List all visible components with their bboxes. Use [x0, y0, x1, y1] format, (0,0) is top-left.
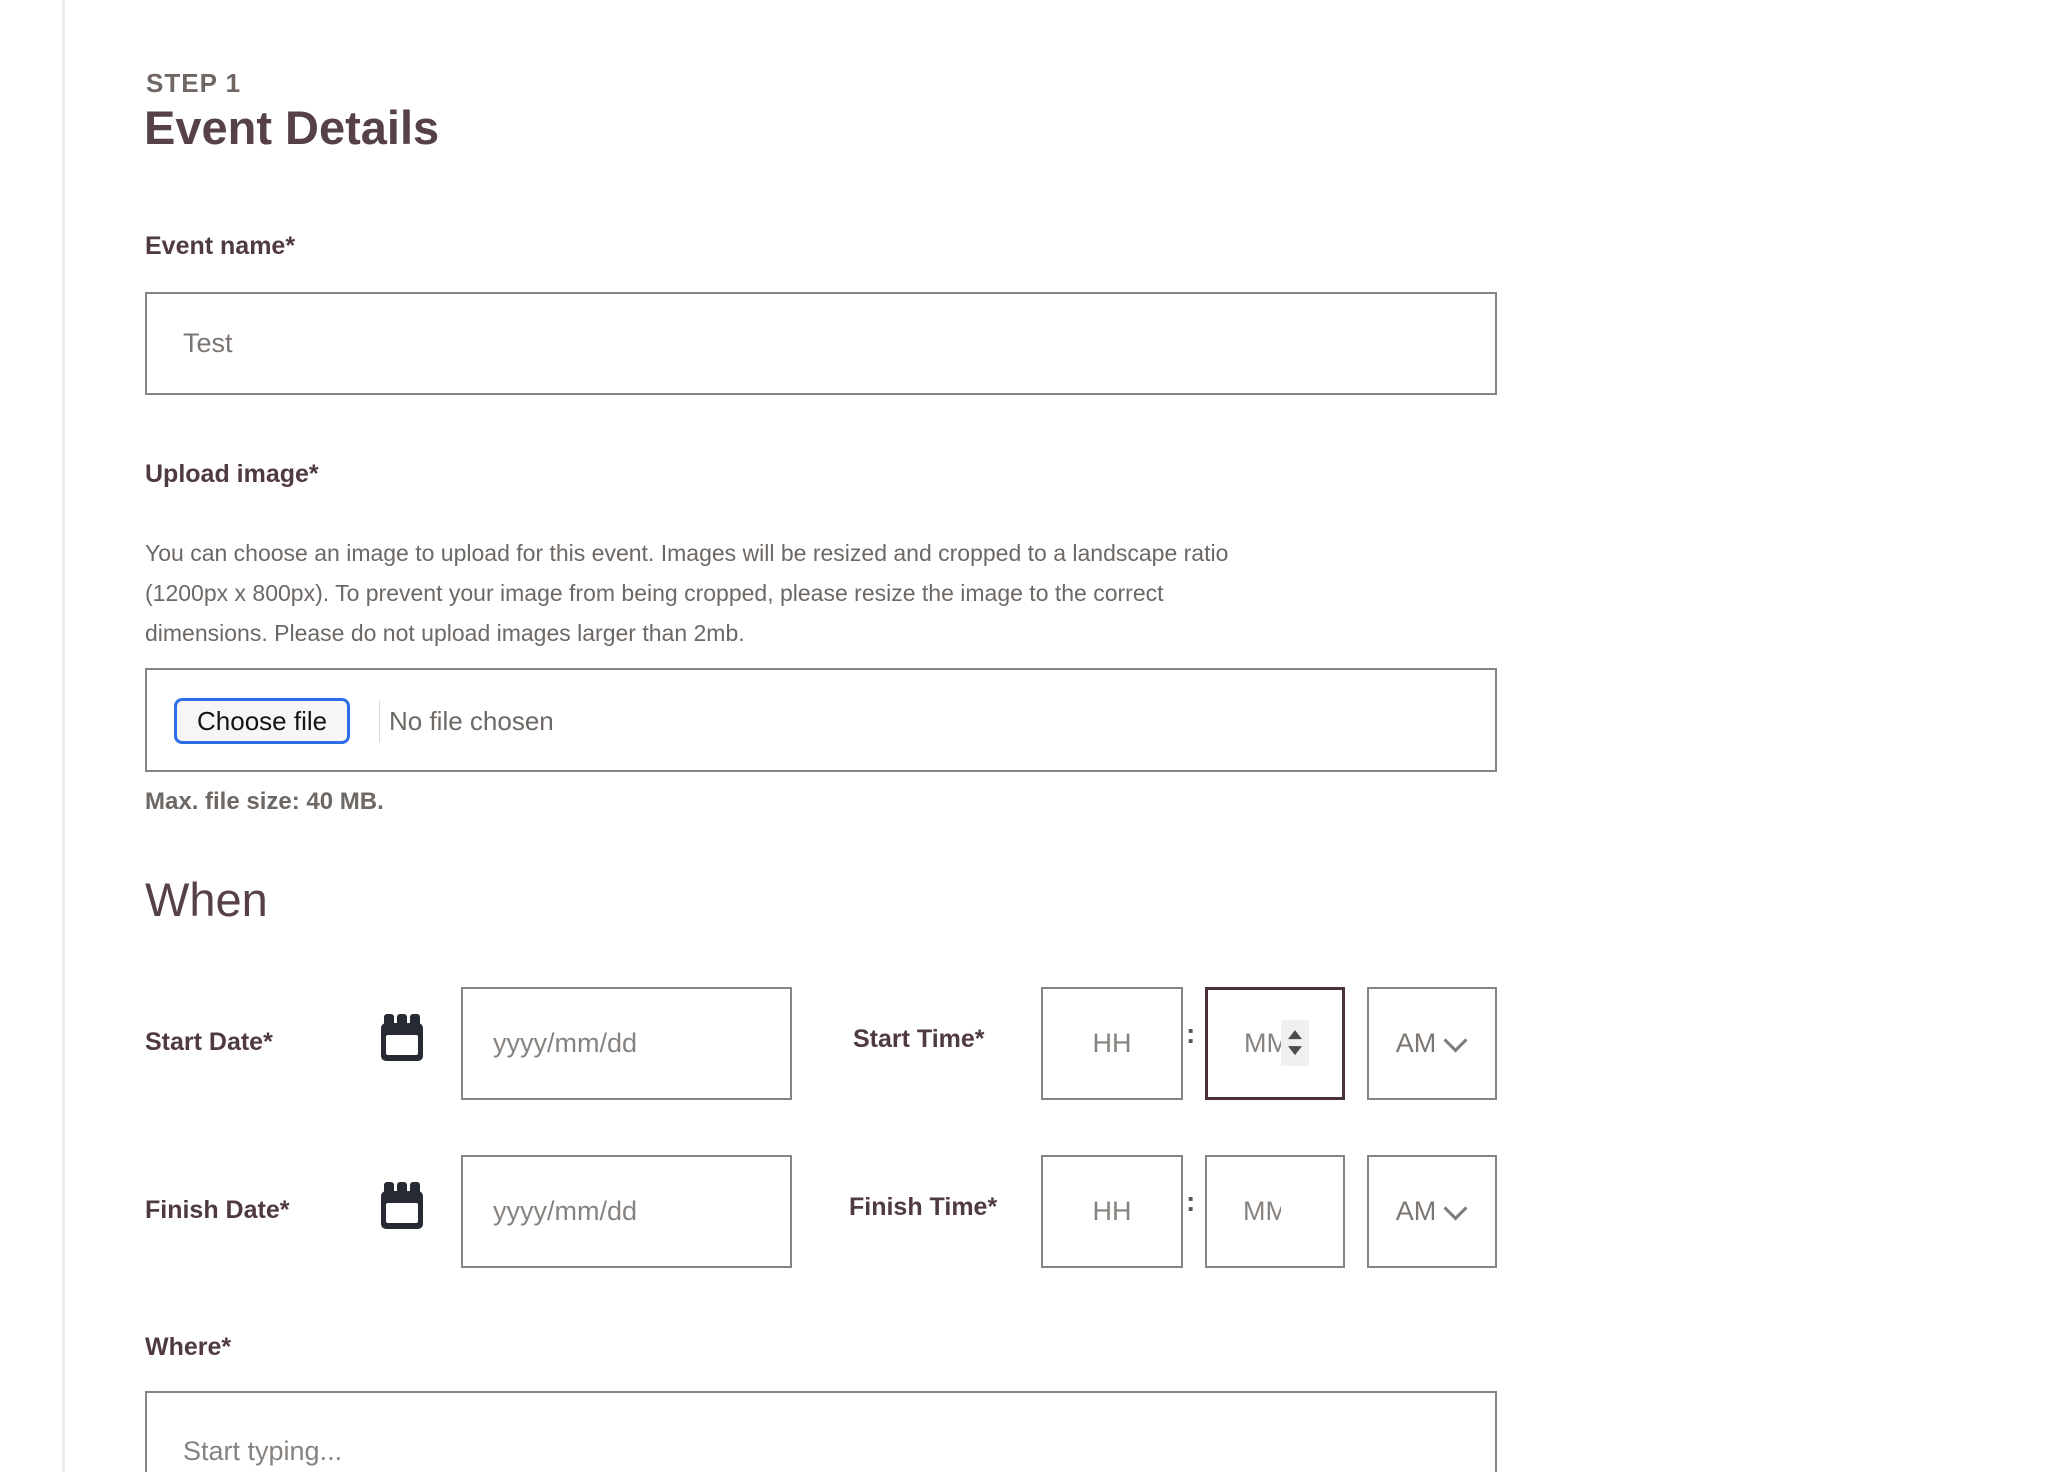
minute-stepper[interactable]	[1281, 1020, 1309, 1066]
upload-description-line: (1200px x 800px). To prevent your image from being cropped, please resize the image to the correct	[145, 580, 1164, 606]
time-colon: :	[1186, 1186, 1196, 1217]
no-file-chosen-text: No file chosen	[389, 706, 554, 736]
upload-description-line: You can choose an image to upload for this event. Images will be resized and cropped to a landscape ratio	[145, 540, 1229, 566]
upload-image-label: Upload image*	[145, 460, 319, 488]
stepper-up-icon[interactable]	[1288, 1030, 1302, 1039]
finish-date-input[interactable]	[461, 1155, 792, 1268]
event-name-input[interactable]	[145, 292, 1497, 395]
finish-time-label: Finish Time*	[849, 1193, 998, 1221]
start-time-label: Start Time*	[853, 1025, 985, 1053]
finish-ampm-select[interactable]	[1367, 1155, 1497, 1268]
step-eyebrow: STEP 1	[146, 68, 242, 98]
start-date-input[interactable]	[461, 987, 792, 1100]
page-left-divider	[62, 0, 65, 1472]
finish-date-label: Finish Date*	[145, 1196, 290, 1224]
where-label: Where*	[145, 1333, 232, 1361]
stepper-down-icon[interactable]	[1288, 1046, 1302, 1055]
start-date-label: Start Date*	[145, 1028, 273, 1056]
calendar-icon[interactable]	[381, 1182, 423, 1229]
finish-ampm-value: AM	[1395, 1196, 1437, 1226]
when-heading: When	[145, 873, 268, 926]
page-title: Event Details	[144, 101, 440, 154]
start-ampm-select[interactable]	[1367, 987, 1497, 1100]
finish-minute-input[interactable]	[1205, 1155, 1345, 1268]
event-name-label: Event name*	[145, 232, 296, 260]
finish-hour-input[interactable]	[1041, 1155, 1183, 1268]
chevron-down-icon	[1446, 1028, 1468, 1050]
file-upload-field[interactable]	[145, 668, 1497, 772]
upload-description-line: dimensions. Please do not upload images larger than 2mb.	[145, 620, 745, 646]
file-input-divider	[379, 700, 380, 742]
time-colon: :	[1186, 1018, 1196, 1049]
choose-file-button[interactable]: Choose file	[174, 698, 350, 744]
start-hour-input[interactable]	[1041, 987, 1183, 1100]
calendar-icon[interactable]	[381, 1014, 423, 1061]
start-minute-input[interactable]	[1205, 987, 1345, 1100]
max-file-size-note: Max. file size: 40 MB.	[145, 788, 384, 815]
where-input[interactable]	[145, 1391, 1497, 1472]
start-ampm-value: AM	[1395, 1028, 1437, 1058]
chevron-down-icon	[1446, 1196, 1468, 1218]
